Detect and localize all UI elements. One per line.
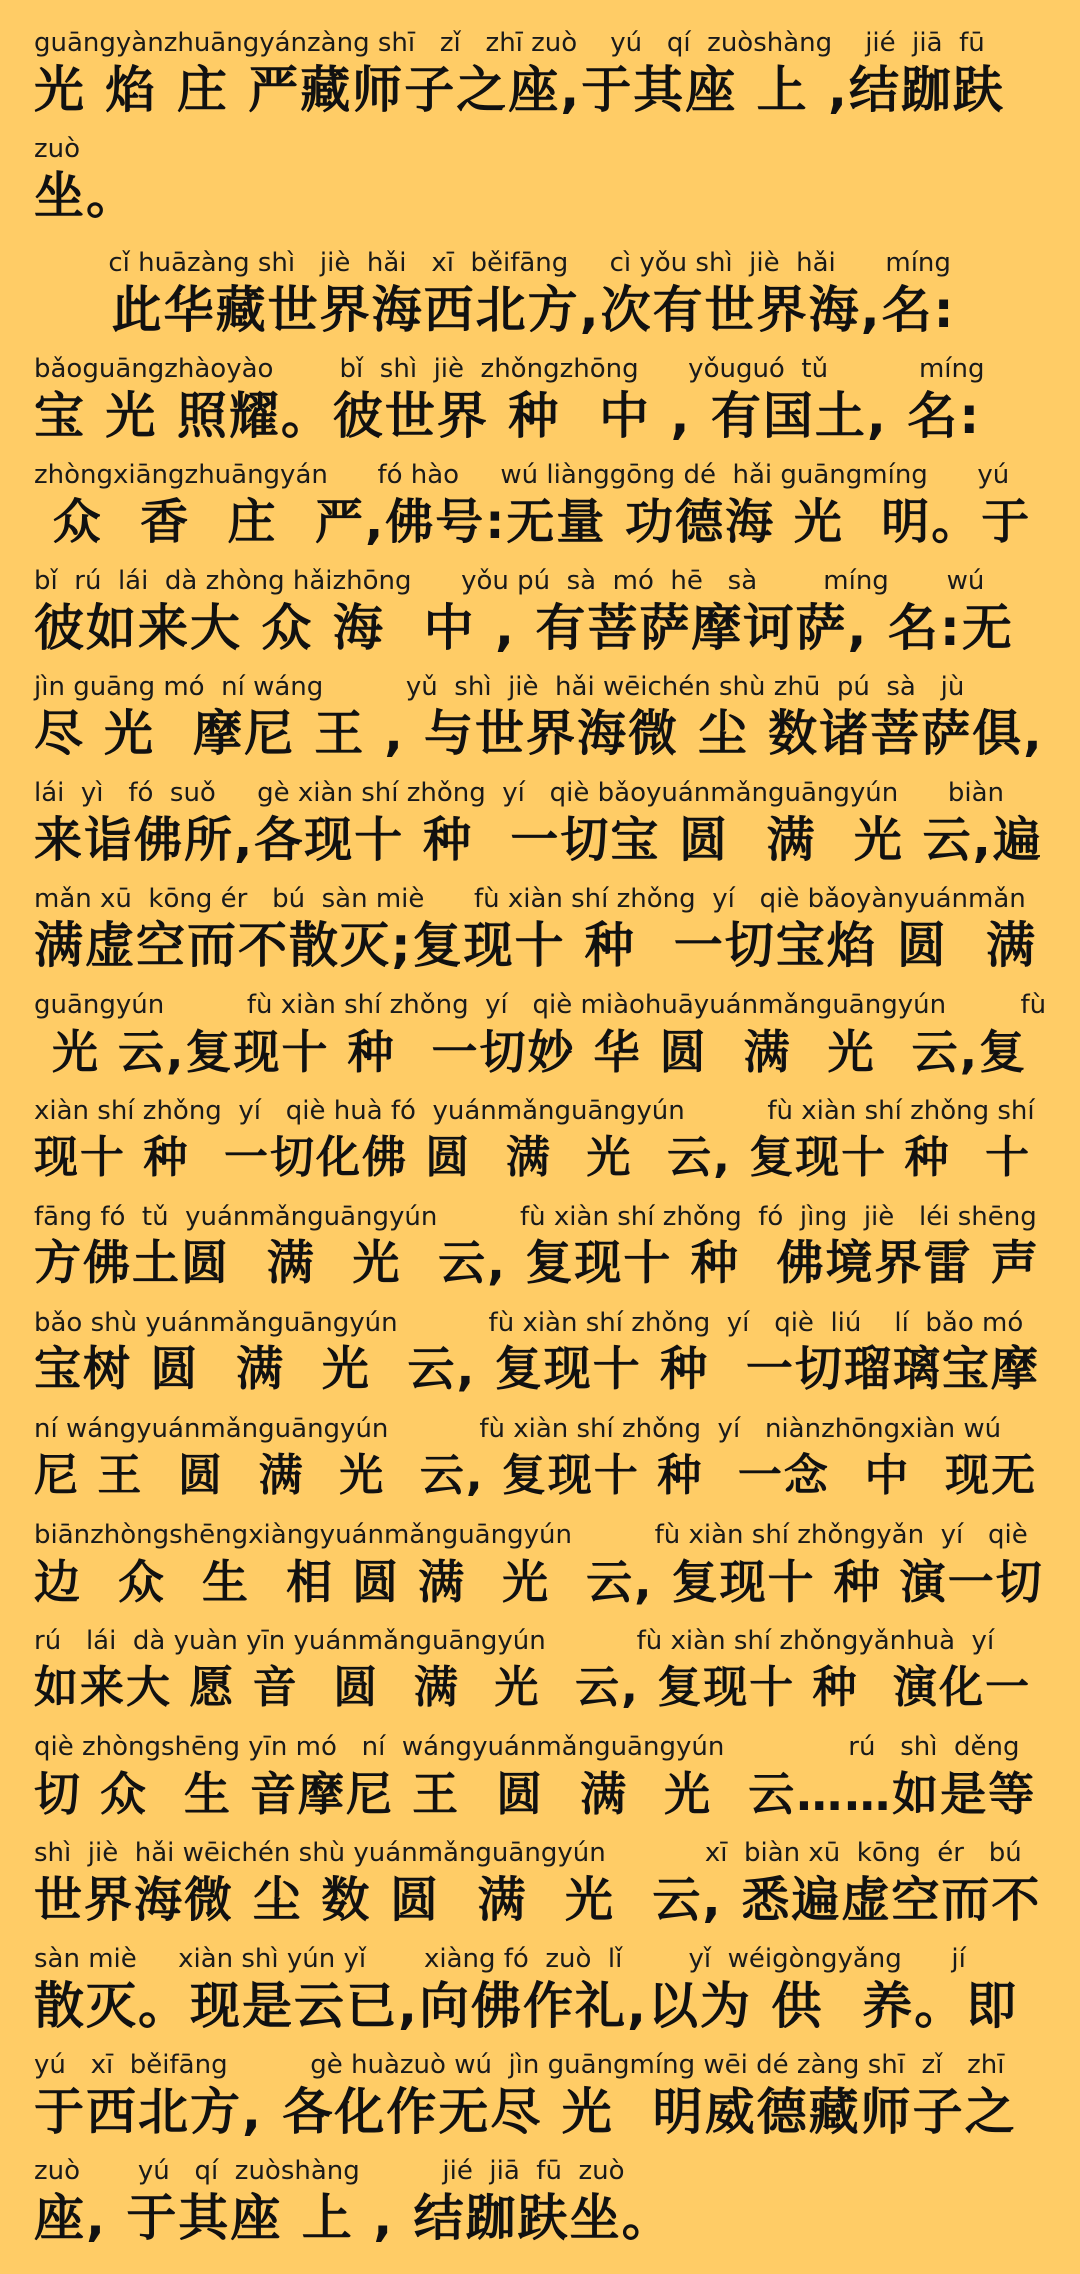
verse-line [34, 1518, 1046, 1612]
hanzi-line: 座, 于其座 上 , 结跏趺坐。 [34, 2189, 674, 2247]
pinyin-line: bǐ rú lái dà zhòng hǎizhōng yǒu pú sà mó hē sà míng wú [34, 566, 985, 596]
verse-line [34, 246, 1046, 340]
pinyin-line: sàn miè xiàn shì yún yǐ xiàng fó zuò lǐ yǐ wéigòngyǎng jí [34, 1944, 966, 1974]
hanzi-line: 宝树 圆 满 光 云, 复现十 种 一切瑠璃宝摩 [34, 1342, 1040, 1397]
verse-line [34, 1306, 1046, 1400]
pinyin-line: guāngyún fù xiàn shí zhǒng yí qiè miàohuāyuánmǎnguāngyún fù [34, 990, 1047, 1020]
verse-line [34, 458, 1046, 552]
pinyin-line: cǐ huāzàng shì jiè hǎi xī běifāng cì yǒu shì jiè hǎi míng [34, 248, 951, 278]
pinyin-line: shì jiè hǎi wēichén shù yuánmǎnguāngyún xī biàn xū kōng ér bú [34, 1838, 1022, 1868]
verse-line [34, 2154, 1046, 2248]
hanzi-line: 众 香 庄 严,佛号:无量 功德海 光 明。于 [34, 494, 1032, 550]
hanzi-line: 满虚空而不散灭;复现十 种 一切宝焰 圆 满 [34, 917, 1037, 974]
verse-line [34, 1412, 1046, 1506]
verse-line [34, 670, 1046, 764]
pinyin-line: rú lái dà yuàn yīn yuánmǎnguāngyún fù xiàn shí zhǒngyǎnhuà yí [34, 1626, 995, 1656]
verse-line [34, 776, 1046, 870]
pinyin-line: mǎn xū kōng ér bú sàn miè fù xiàn shí zhǒng yí qiè bǎoyànyuánmǎn [34, 884, 1026, 914]
verse-line [34, 564, 1046, 658]
hanzi-line: 光 焰 庄 严藏师子之座,于其座 上 ,结跏趺 [34, 61, 1006, 119]
verse-line [34, 26, 1046, 120]
pinyin-line: xiàn shí zhǒng yí qiè huà fó yuánmǎnguāngyún fù xiàn shí zhǒng shí [34, 1096, 1035, 1126]
hanzi-line: 现十 种 一切化佛 圆 满 光 云, 复现十 种 十 [34, 1132, 1032, 1183]
pinyin-line: jìn guāng mó ní wáng yǔ shì jiè hǎi wēichén shù zhū pú sà jù [34, 672, 965, 702]
hanzi-line: 来诣佛所,各现十 种 一切宝 圆 满 光 云,遍 [34, 812, 1043, 868]
hanzi-line: 尽 光 摩尼 王 , 与世界海微 尘 数诸菩萨俱, [34, 705, 1044, 762]
pinyin-line: yú xī běifāng gè huàzuò wú jìn guāngmíng wēi dé zàng shī zǐ zhī [34, 2050, 1005, 2080]
hanzi-line: 坐。 [34, 167, 138, 225]
pinyin-line: zhòngxiāngzhuāngyán fó hào wú liànggōng dé hǎi guāngmíng yú [34, 460, 1010, 490]
pinyin-line: qiè zhòngshēng yīn mó ní wángyuánmǎnguāngyún rú shì děng [34, 1732, 1020, 1762]
hanzi-line: 散灭。现是云已,向佛作礼,以为 供 养。即 [34, 1977, 1019, 2035]
verse-line [34, 1624, 1046, 1718]
pinyin-line: lái yì fó suǒ gè xiàn shí zhǒng yí qiè bǎoyuánmǎnguāngyún biàn [34, 778, 1004, 808]
pinyin-line: bǎo shù yuánmǎnguāngyún fù xiàn shí zhǒng yí qiè liú lí bǎo mó [34, 1308, 1024, 1338]
pinyin-line: fāng fó tǔ yuánmǎnguāngyún fù xiàn shí zhǒng fó jìng jiè léi shēng [34, 1202, 1037, 1232]
hanzi-line: 方佛土圆 满 光 云, 复现十 种 佛境界雷 声 [34, 1236, 1040, 1291]
pinyin-line: bǎoguāngzhàoyào bǐ shì jiè zhǒngzhōng yǒuguó tǔ míng [34, 354, 985, 384]
hanzi-line: 彼如来大 众 海 中 , 有菩萨摩诃萨, 名:无 [34, 599, 1014, 657]
pinyin-line: ní wángyuánmǎnguāngyún fù xiàn shí zhǒng yí niànzhōngxiàn wú [34, 1414, 1002, 1444]
hanzi-line: 宝 光 照耀。彼世界 种 中 , 有国土, 名: [34, 387, 982, 445]
verse-line [34, 132, 1046, 226]
verse-line [34, 1094, 1046, 1188]
hanzi-line: 光 云,复现十 种 一切妙 华 圆 满 光 云,复 [34, 1025, 1028, 1079]
verse-line [34, 1730, 1046, 1824]
hanzi-line: 尼 王 圆 满 光 云, 复现十 种 一念 中 现无 [34, 1450, 1038, 1501]
verse-line [34, 1836, 1046, 1930]
pinyin-line: guāngyànzhuāngyánzàng shī zǐ zhī zuò yú qí zuòshàng jié jiā fū [34, 28, 985, 58]
verse-line [34, 988, 1046, 1082]
verse-line [34, 1200, 1046, 1294]
pinyin-line: zuò [34, 134, 81, 164]
hanzi-line: 如来大 愿 音 圆 满 光 云, 复现十 种 演化一 [34, 1662, 1032, 1713]
hanzi-line: 世界海微 尘 数 圆 满 光 云, 悉遍虚空而不 [34, 1872, 1042, 1928]
hanzi-line: 切 众 生 音摩尼 王 圆 满 光 云……如是等 [34, 1767, 1037, 1821]
pinyin-line: biānzhòngshēngxiàngyuánmǎnguāngyún fù xiàn shí zhǒngyǎn yí qiè [34, 1520, 1028, 1550]
verse-line [34, 352, 1046, 446]
verse-line [34, 1942, 1046, 2036]
verse-line [34, 882, 1046, 976]
pinyin-line: zuò yú qí zuòshàng jié jiā fū zuò [34, 2156, 625, 2186]
hanzi-line: 于西北方, 各化作无尽 光 明威德藏师子之 [34, 2083, 1017, 2141]
hanzi-line: 此华藏世界海西北方,次有世界海,名: [34, 281, 956, 339]
verse-line [34, 2048, 1046, 2142]
hanzi-line: 边 众 生 相 圆 满 光 云, 复现十 种 演一切 [34, 1555, 1044, 1609]
